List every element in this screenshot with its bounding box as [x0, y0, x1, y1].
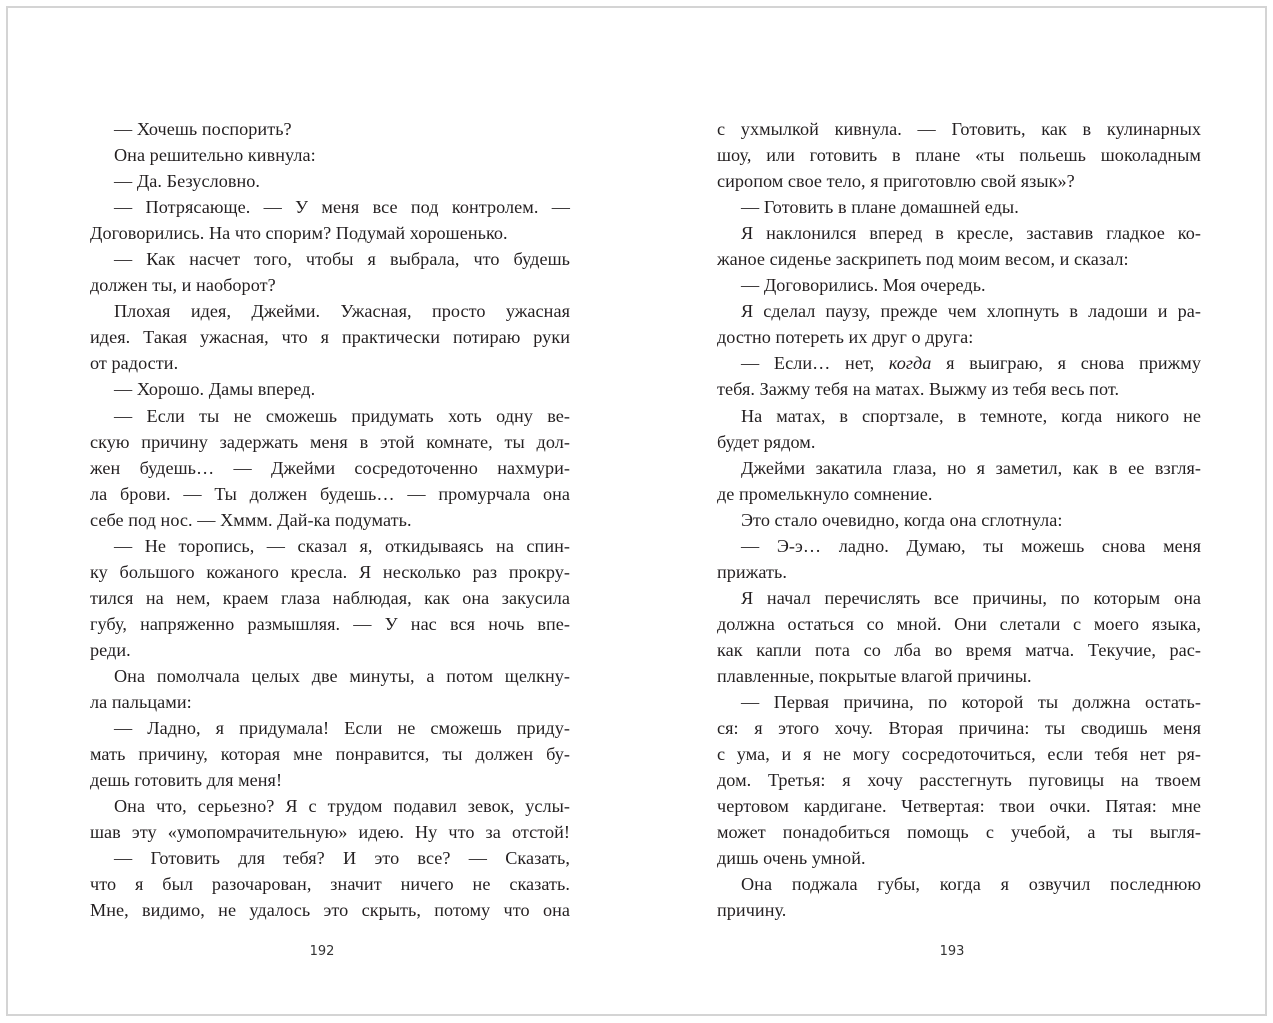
text-line: — Хочешь поспорить?	[114, 119, 292, 139]
text-line: сиропом свое тело, я приготовлю свой язык»?	[717, 171, 1075, 192]
text-line	[717, 350, 1201, 376]
text-line: — Не торопись, — сказал я, откидываясь на спин-	[114, 535, 570, 556]
text-line: — Да. Безусловно.	[114, 171, 260, 192]
text-line: плавленные, покрытые влагой причины.	[717, 665, 1032, 686]
text-line: жаное сиденье заскрипеть под моим весом, и сказал:	[717, 249, 1129, 270]
text-line: Она поджала губы, когда я озвучил последнюю	[741, 874, 1201, 895]
text-line: реди.	[90, 639, 131, 660]
italic-emphasis: когда	[888, 353, 932, 374]
text-line: Договорились. На что спорим? Подумай хорошенько.	[90, 223, 508, 244]
text-line: должен ты, и наоборот?	[90, 275, 276, 296]
text-line: Она что, серьезно? Я с трудом подавил зевок, услы-	[114, 796, 570, 817]
text-line: достно потереть их друг о друга:	[717, 327, 974, 348]
text-line: губу, напряженно размышляя. — У нас вся ночь впе-	[90, 613, 570, 634]
text-line: ла брови. — Ты должен будешь… — промурчала она	[90, 483, 570, 504]
text-line: тебя. Зажму тебя на матах. Выжму из тебя весь пот.	[717, 379, 1120, 400]
text-line: — Потрясающе. — У меня все под контролем. —	[114, 197, 570, 218]
text-line: тился на нем, краем глаза наблюдая, как она закусила	[90, 587, 570, 608]
text-line: с ума, и я не могу сосредоточиться, если тебя нет ря-	[717, 744, 1201, 765]
text-line: как капли пота со лба во время матча. Текучие, рас-	[717, 639, 1201, 660]
page-number-left: 192	[309, 944, 335, 959]
text-line: идея. Такая ужасная, что я практически потираю руки	[90, 327, 570, 348]
left-page-text	[90, 116, 570, 923]
text-line: причину.	[717, 900, 787, 921]
text-segment: я выиграю, я снова прижму	[931, 353, 1201, 374]
text-line: прижать.	[717, 561, 787, 582]
text-line: Я начал перечислять все причины, по которым она	[741, 587, 1201, 608]
text-line: ку большого кожаного кресла. Я несколько раз прокру-	[90, 561, 570, 582]
text-line: — Ладно, я придумала! Если не сможешь приду-	[114, 718, 570, 739]
book-spread	[6, 6, 1267, 1016]
text-segment: — Если… нет,	[741, 353, 889, 374]
text-line: от радости.	[90, 353, 179, 374]
text-line: Она помолчала целых две минуты, а потом щелкну-	[114, 665, 570, 686]
text-line: — Готовить в плане домашней еды.	[741, 197, 1019, 218]
text-line: Мне, видимо, не удалось это скрыть, потому что она	[90, 900, 570, 921]
page-number-right: 193	[939, 944, 965, 959]
text-line: Джейми закатила глаза, но я заметил, как в ее взгля-	[741, 457, 1201, 478]
text-line: — Договорились. Моя очередь.	[741, 275, 986, 296]
text-line: На матах, в спортзале, в темноте, когда никого не	[741, 405, 1201, 426]
text-line: — Готовить для тебя? И это все? — Сказать,	[114, 848, 570, 869]
text-line: — Если ты не сможешь придумать хоть одну ве-	[114, 405, 570, 426]
text-line: шав эту «умопомрачительную» идею. Ну что за отстой!	[90, 822, 570, 843]
text-line: что я был разочарован, значит ничего не сказать.	[90, 874, 570, 895]
text-line: де промелькнуло сомнение.	[717, 483, 933, 504]
text-line: мать причину, которая мне понравится, ты должен бу-	[90, 744, 570, 765]
text-line: себе под нос. — Хммм. Дай-ка подумать.	[90, 509, 412, 530]
text-line: дом. Третья: я хочу расстегнуть пуговицы на твоем	[717, 770, 1201, 791]
text-line: — Хорошо. Дамы вперед.	[114, 379, 316, 400]
text-line: — Как насчет того, чтобы я выбрала, что будешь	[114, 249, 570, 270]
text-line: ла пальцами:	[90, 692, 192, 713]
text-line: Плохая идея, Джейми. Ужасная, просто ужасная	[114, 301, 570, 322]
text-line: скую причину задержать меня в этой комнате, ты дол-	[90, 431, 570, 452]
text-line: Это стало очевидно, когда она сглотнула:	[741, 509, 1063, 530]
text-line: может понадобиться помощь с учебой, а ты выгля-	[717, 822, 1201, 843]
text-line: чертовом кардигане. Четвертая: твои очки. Пятая: мне	[717, 796, 1201, 817]
text-line: будет рядом.	[717, 431, 816, 452]
text-line: жен будешь… — Джейми сосредоточенно нахмури-	[90, 457, 570, 478]
text-line: с ухмылкой кивнула. — Готовить, как в кулинарных	[717, 119, 1201, 139]
text-line: ся: я этого хочу. Вторая причина: ты сводишь меня	[717, 718, 1201, 739]
text-line: дешь готовить для меня!	[90, 770, 283, 791]
text-line: Я наклонился вперед в кресле, заставив гладкое ко-	[741, 223, 1201, 244]
text-line: шоу, или готовить в плане «ты польешь шоколадным	[717, 145, 1201, 166]
text-line: должна остаться со мной. Они слетали с моего языка,	[717, 613, 1201, 634]
text-line: дишь очень умной.	[717, 848, 866, 869]
text-line: Она решительно кивнула:	[114, 145, 316, 166]
text-line: — Э-э… ладно. Думаю, ты можешь снова меня	[741, 535, 1201, 556]
right-page-text	[717, 116, 1201, 923]
text-line: — Первая причина, по которой ты должна остать-	[741, 692, 1201, 713]
text-line: Я сделал паузу, прежде чем хлопнуть в ладоши и ра-	[741, 301, 1201, 322]
